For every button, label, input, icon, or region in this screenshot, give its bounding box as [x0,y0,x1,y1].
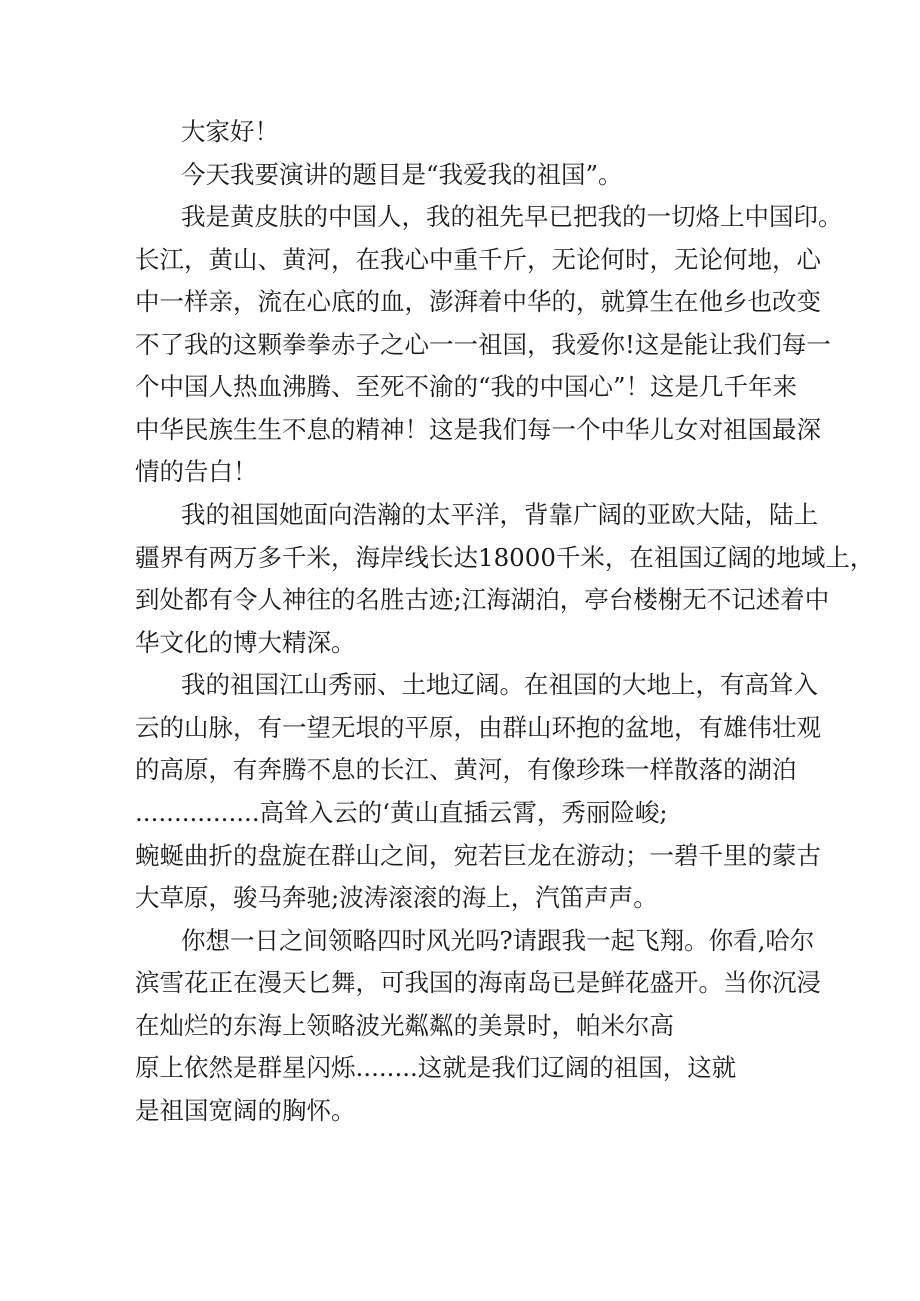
text-line: 我是黄皮肤的中国人，我的祖先早已把我的一切烙上中国印。 [181,202,843,231]
text-line: 个中国人热血沸腾、至死不渝的“我的中国心”！这是几千年来 [135,372,798,401]
text-line: 在灿烂的东海上领略波光粼粼的美景时，帕米尔高 [135,1011,674,1040]
text-line: 长江，黄山、黄河，在我心中重千斤，无论何时，无论何地，心 [135,245,821,274]
text-line: 是祖国宽阔的胸怀。 [135,1096,356,1125]
text-line: 云的山脉，有一望无垠的平原，由群山环抱的盆地，有雄伟壮观 [135,713,821,742]
text-line: 蜿蜒曲折的盘旋在群山之间，宛若巨龙在游动；一碧千里的蒙古 [135,841,821,870]
text-line: 情的告白！ [135,457,258,486]
text-line: 疆界有两万多千米，海岸线长达18000千米，在祖国辽阔的地域上， [135,543,875,572]
text-line: 大草原，骏马奔驰;波涛滚滚的海上，汽笛声声。 [135,883,658,912]
text-line: ................高耸入云的‘黄山直插云霄，秀丽险峻; [135,798,668,827]
text-line: 原上依然是群星闪烁........这就是我们辽阔的祖国，这就 [135,1053,737,1082]
text-line: 今天我要演讲的题目是“我爱我的祖国”。 [181,160,623,189]
text-line: 中华民族生生不息的精神！这是我们每一个中华儿女对祖国最深 [135,415,821,444]
text-line: 华文化的博大精深。 [135,628,356,657]
text-line: 我的祖国她面向浩瀚的太平洋，背靠广阔的亚欧大陆，陆上 [181,500,818,529]
text-line: 到处都有令人神往的名胜古迹;江海湖泊，亭台楼榭无不记述着中 [135,585,830,614]
text-line: 滨雪花正在漫天匕舞，可我国的海南岛已是鲜花盛开。当你沉浸 [135,968,821,997]
text-line: 我的祖国江山秀丽、土地辽阔。在祖国的大地上，有高耸入 [181,670,818,699]
text-line: 大家好！ [181,117,279,146]
text-line: 不了我的这颗拳拳赤子之心一一祖国，我爱你!这是能让我们每一 [135,330,831,359]
text-line: 中一样亲，流在心底的血，澎湃着中华的，就算生在他乡也改变 [135,287,821,316]
text-line: 的高原，有奔腾不息的长江、黄河，有像珍珠一样散落的湖泊 [135,755,797,784]
text-line: 你想一日之间领略四时风光吗?请跟我一起飞翔。你看,哈尔 [181,926,815,955]
